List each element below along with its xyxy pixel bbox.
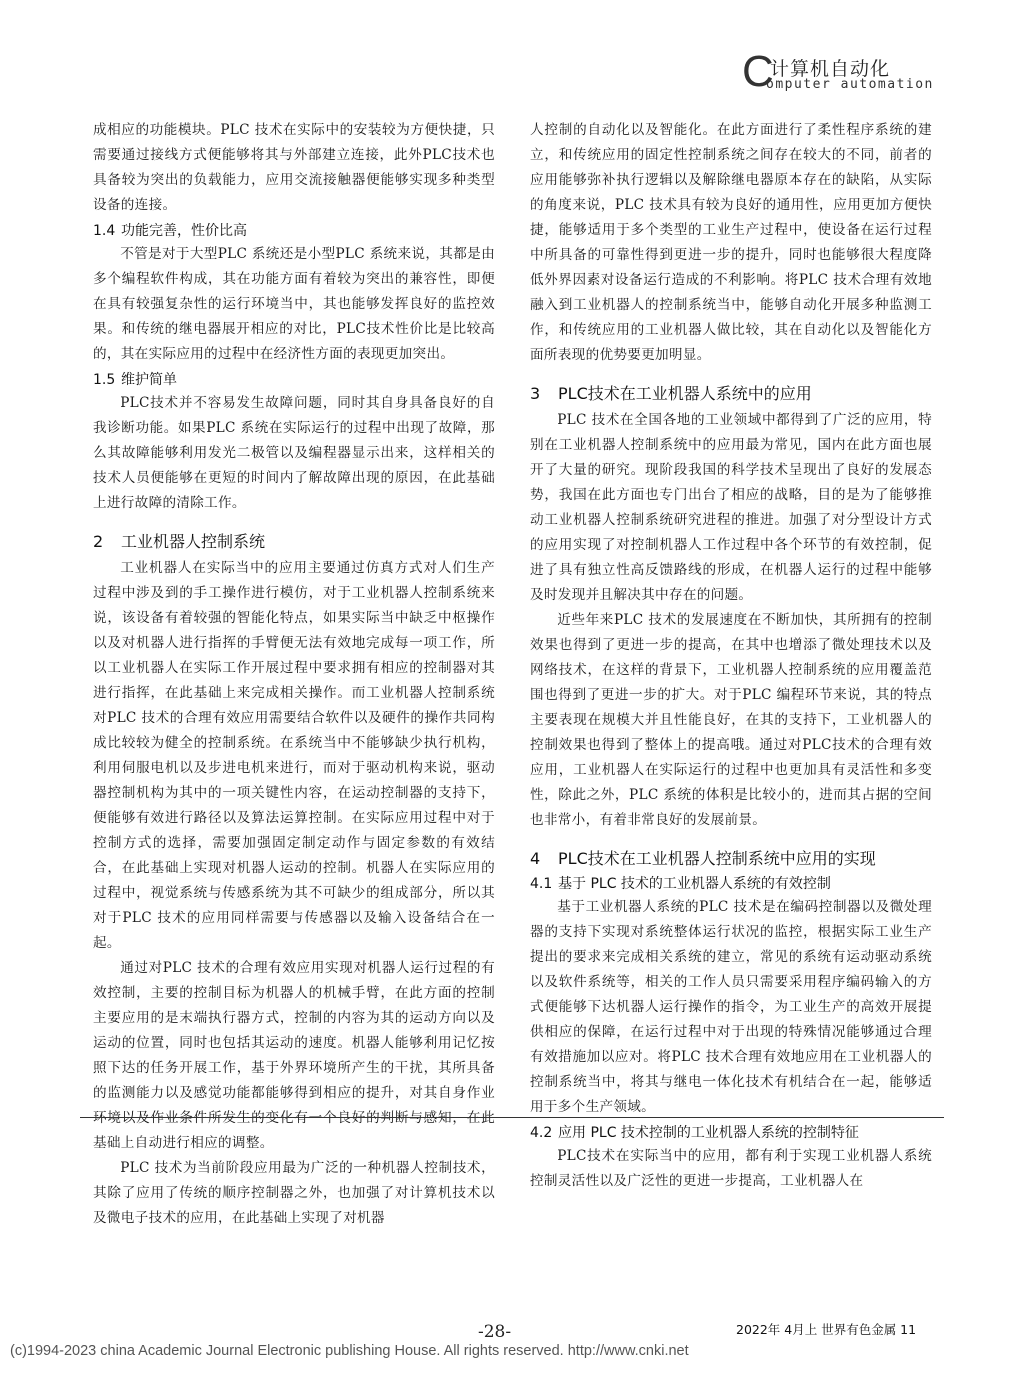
section-heading	[530, 382, 932, 406]
heading-text: 维护简单	[121, 372, 177, 388]
subsection-heading	[93, 369, 495, 391]
subsection-heading	[93, 220, 495, 242]
heading-text: PLC技术在工业机器人控制系统中应用的实现	[558, 849, 876, 868]
heading-number: 1.4	[93, 223, 116, 239]
copyright-notice: (c)1994-2023 china Academic Journal Electronic publishing House. All rights reserved. http://www.cnki.net	[10, 1343, 689, 1359]
paragraph: 近些年来PLC 技术的发展速度在不断加快，其所拥有的控制效果也得到了更进一步的提高，在其中也增添了微处理技术以及网络技术，在这样的背景下，工业机器人控制系统的应用覆盖范围也得到了更进一步的扩大。对于PLC 编程环节来说，其的特点主要表现在规模大并且性能良好，在其的支持下，工业机器人的控制效果也得到了整体上的提高哦。通过对PLC技术的合理有效应用，工业机器人在实际运行的过程中也更加具有灵活性和多变性，除此之外，PLC 系统的体积是比较小的，进而其占据的空间也非常小，有着非常良好的发展前景。	[530, 612, 932, 828]
section-heading	[530, 847, 932, 871]
heading-number: 2	[93, 532, 104, 551]
heading-text: 工业机器人控制系统	[121, 532, 266, 551]
section-heading	[93, 530, 495, 554]
heading-number: 1.5	[93, 372, 116, 388]
paragraph: 不管是对于大型PLC 系统还是小型PLC 系统来说，其都是由多个编程软件构成，其在功能方面有着较为突出的兼容性，即便在具有较强复杂性的运行环境当中，其也能够发挥良好的监控效果。和传统的继电器展开相应的对比，PLC技术性价比是比较高的，其在实际应用的过程中在经济性方面的表现更加突出。	[93, 246, 495, 362]
footer-divider	[80, 1117, 944, 1118]
footer-journal-info: 2022年 4月上 世界有色金属 11	[736, 1322, 917, 1337]
heading-text: 应用 PLC 技术控制的工业机器人系统的控制特征	[558, 1125, 859, 1141]
paragraph: 人控制的自动化以及智能化。在此方面进行了柔性程序系统的建立，和传统应用的固定性控制系统之间存在较大的不同，前者的应用能够弥补执行逻辑以及解除继电器原本存在的缺陷，从实际的角度来说，PLC 技术具有较为良好的通用性，应用更加方便快捷，能够适用于多个类型的工业生产过程中，使设备在运行过程中所具备的可靠性得到更进一步的提升，同时也能够很大程度降低外界因素对设备运行造成的不利影响。将PLC 技术合理有效地融入到工业机器人的控制系统当中，能够自动化开展多种监测工作，和传统应用的工业机器人做比较，其在自动化以及智能化方面所表现的优势要更加明显。	[530, 122, 932, 363]
subsection-heading	[530, 873, 932, 895]
left-column	[93, 118, 495, 1231]
heading-text: 功能完善，性价比高	[121, 223, 247, 239]
paragraph: 工业机器人在实际当中的应用主要通过仿真方式对人们生产过程中涉及到的手工操作进行模仿，对于工业机器人控制系统来说，该设备有着较强的智能化特点，如果实际当中缺乏中枢操作以及对机器人进行指挥的手臂便无法有效地完成每一项工作，所以工业机器人在实际工作开展过程中要求拥有相应的控制器对其进行指挥，在此基础上来完成相关操作。而工业机器人控制系统对PLC 技术的合理有效应用需要结合软件以及硬件的操作共同构成比较较为健全的控制系统。在系统当中不能够缺少执行机构，利用伺服电机以及步进电机来进行，而对于驱动机构来说，驱动器控制机构为其中的一项关键性内容，在运动控制器的支持下，便能够有效进行路径以及算法运算控制。在实际应用过程中对于控制方式的选择，需要加强固定制定动作与固定参数的有效结合，在此基础上实现对机器人运动的控制。机器人在实际应用的过程中，视觉系统与传感系统为其不可缺少的组成部分，所以其对于PLC 技术的应用同样需要与传感器以及输入设备结合在一起。	[93, 560, 495, 951]
right-column	[530, 118, 932, 1194]
paragraph: PLC 技术在全国各地的工业领域中都得到了广泛的应用，特别在工业机器人控制系统中的应用最为常见，国内在此方面也展开了大量的研究。现阶段我国的科学技术呈现出了良好的发展态势，我国在此方面也专门出台了相应的战略，目的是为了能够推动工业机器人控制系统研究进程的推进。加强了对分型设计方式的应用实现了对控制机器人工作过程中各个环节的有效控制，促进了具有独立性高反馈路线的形成，在机器人运行的过程中能够及时发现并且解决其中存在的问题。	[530, 412, 932, 603]
paragraph: PLC技术并不容易发生故障问题，同时其自身具备良好的自我诊断功能。如果PLC 系统在实际运行的过程中出现了故障，那么其故障能够利用发光二极管以及编程器显示出来，这样相关的技术人员便能够在更短的时间内了解故障出现的原因，在此基础上进行故障的清除工作。	[93, 395, 495, 511]
heading-number: 4.2	[530, 1125, 553, 1141]
logo-letter: C	[742, 47, 774, 96]
subsection-heading	[530, 1122, 932, 1144]
page-number: -28-	[478, 1322, 512, 1342]
paragraph: 通过对PLC 技术的合理有效应用实现对机器人运行过程的有效控制，主要的控制目标为机器人的机械手臂，在此方面的控制主要应用的是末端执行器方式，控制的内容为其的运动方向以及运动的位置，同时也包括其运动的速度。机器人能够利用记忆按照下达的任务开展工作，基于外界环境所产生的干扰，其所具备的监测能力以及感觉功能都能够得到相应的提升，对其自身作业环境以及作业条件所发生的变化有一个良好的判断与感知，在此基础上自动进行相应的调整。	[93, 960, 495, 1151]
paragraph: 成相应的功能模块。PLC 技术在实际中的安装较为方便快捷，只需要通过接线方式便能够将其与外部建立连接，此外PLC技术也具备较为突出的负载能力，应用交流接触器便能够实现多种类型设备的连接。	[93, 122, 495, 213]
heading-number: 4	[530, 849, 541, 868]
paragraph: PLC 技术为当前阶段应用最为广泛的一种机器人控制技术，其除了应用了传统的顺序控制器之外，也加强了对计算机技术以及微电子技术的应用，在此基础上实现了对机器	[93, 1160, 495, 1226]
logo-english-title: omputer automation	[766, 77, 934, 92]
journal-logo	[742, 47, 962, 96]
heading-number: 3	[530, 384, 541, 403]
paragraph: PLC技术在实际当中的应用，都有利于实现工业机器人系统控制灵活性以及广泛性的更进一步提高，工业机器人在	[530, 1148, 932, 1189]
paragraph: 基于工业机器人系统的PLC 技术是在编码控制器以及微处理器的支持下实现对系统整体运行状况的监控，根据实际工业生产提出的要求来完成相关系统的建立，常见的系统有运动驱动系统以及软件系统等，相关的工作人员只需要采用程序编码输入的方式便能够下达机器人运行操作的指令，为工业生产的高效开展提供相应的保障，在运行过程中对于出现的特殊情况能够通过合理有效措施加以应对。将PLC 技术合理有效地应用在工业机器人的控制系统当中，将其与继电一体化技术有机结合在一起，能够适用于多个生产领域。	[530, 899, 932, 1115]
heading-text: PLC技术在工业机器人系统中的应用	[558, 384, 812, 403]
heading-text: 基于 PLC 技术的工业机器人系统的有效控制	[558, 876, 831, 892]
logo-chinese-title: 计算机自动化	[770, 58, 891, 80]
heading-number: 4.1	[530, 876, 553, 892]
